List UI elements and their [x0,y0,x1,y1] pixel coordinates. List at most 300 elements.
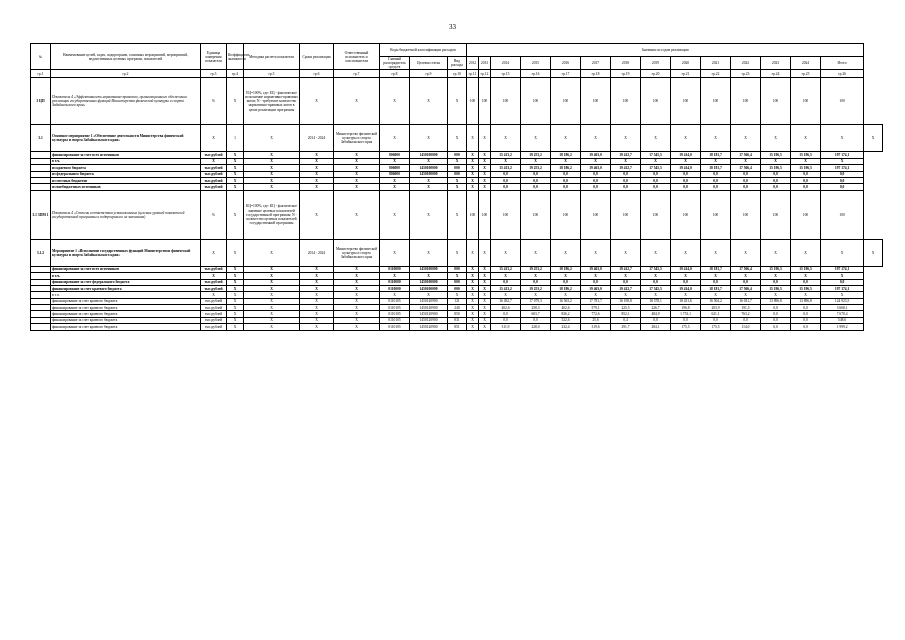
table-cell: Х [201,239,227,266]
header-name: Наименование целей, задач, подпрограмм, основных мероприятий, мероприятий, ведомственных целевых программ, показателей [51,44,201,70]
table-cell: 0,0 [791,324,821,330]
table-cell: Х [701,239,731,266]
table-cell: 100 [761,78,791,125]
table-cell: Х [467,298,479,304]
column-number: гр.25 [791,70,821,78]
table-cell: Х [467,317,479,323]
table-cell: 0,0 [731,184,761,190]
table-cell: 100 [761,190,791,239]
table-cell: Х [448,78,467,125]
table-cell: 100 [611,78,641,125]
table-cell: Х [551,158,581,164]
table-cell: Х [334,279,380,285]
table-row [31,78,883,125]
header-unit: Единица измерения показателя [201,44,227,70]
table-cell: 284,1 [641,324,671,330]
column-number: гр.6 [300,70,334,78]
table-cell: Х [581,125,611,152]
table-cell: 1450100000 [410,279,448,285]
table-cell: Х [448,125,467,152]
row-name: из федерального бюджета [51,171,201,177]
header-resp: Ответственный исполнитель и соисполнители [334,44,380,70]
table-cell: 191,5 [731,305,761,311]
table-cell: 0,0 [821,279,864,285]
row-name: финансирование за счет краевого бюджета [51,285,201,291]
table-cell: 15 413,2 [491,165,521,171]
table-cell: 000 [448,171,467,177]
table-cell: Х [467,125,479,152]
table-cell: 18 181,7 [701,285,731,291]
table-cell: 15 196,5 [791,266,821,272]
column-number: гр.23 [731,70,761,78]
table-cell: 1450100000 [410,165,448,171]
header-grbs: Главный распорядитель средств [380,57,410,70]
table-cell: 0,0 [551,184,581,190]
table-cell: Х [448,177,467,183]
table-cell: 100 [701,78,731,125]
table-cell: 0,0 [791,311,821,317]
header-coef: Коэффициент значимости [227,44,244,70]
table-cell: 225,5 [611,305,641,311]
row-number: 3.1 ЗПМ 1 [31,190,51,239]
table-cell: Х [479,125,491,152]
table-cell: 19 463,0 [581,165,611,171]
table-cell: Х [467,292,479,298]
table-cell: Х [227,324,244,330]
table-cell: Х [244,285,300,291]
table-row [31,324,883,330]
table-cell: Х [201,273,227,279]
table-cell: Х [334,324,380,330]
table-cell: 19 253,2 [521,285,551,291]
column-number: гр.11 [467,70,479,78]
table-cell: Х [244,273,300,279]
table-cell: Х [244,292,300,298]
table-cell: Х [671,239,701,266]
table-cell: 19 463,0 [581,285,611,291]
table-cell: Х [244,324,300,330]
table-cell: Х [227,171,244,177]
table-cell: 0,0 [491,279,521,285]
table-cell: 2014 - 2024 [300,239,334,266]
header-year: 2022 [731,57,761,70]
table-cell: Х [410,184,448,190]
table-cell: Х [334,184,380,190]
table-cell: Х [641,125,671,152]
table-cell: Х [521,239,551,266]
header-values: Значения по годам реализации [467,44,864,57]
table-cell: 0,0 [671,184,701,190]
table-cell: 0,0 [551,279,581,285]
table-cell: Х [300,298,334,304]
header-year: 2015 [521,57,551,70]
table-cell: 3 668,1 [821,305,864,311]
table-cell: 0,0 [731,279,761,285]
table-cell: 7 670,4 [821,311,864,317]
table-cell: тыс.рублей [201,165,227,171]
row-name: из внебюджетных источников [51,184,201,190]
table-cell: Х [821,273,864,279]
table-cell: Х [300,78,334,125]
table-cell: Х [380,78,410,125]
table-cell: Х [467,171,479,177]
table-cell: 18 186,2 [551,285,581,291]
table-cell: Х [227,279,244,285]
table-cell: Х [244,125,300,152]
table-cell: Х [491,158,521,164]
row-name: финансирование за счет краевого бюджета [51,311,201,317]
table-cell: Х [467,311,479,317]
table-cell: 000 [448,285,467,291]
table-cell: Х [244,239,300,266]
table-cell: 0110000 [380,279,410,285]
table-cell: Х [410,273,448,279]
table-cell: 175,5 [701,324,731,330]
table-cell: 19 414,0 [671,285,701,291]
table-cell: Х [448,239,467,266]
table-cell: 15 196,5 [791,152,821,158]
table-cell: 0,0 [641,184,671,190]
header-term: Сроки реализации [300,44,334,70]
table-cell: 0,0 [491,184,521,190]
table-cell: 0,0 [521,171,551,177]
table-cell: 100 [611,190,641,239]
table-cell: 17 079,3 [521,298,551,304]
table-cell: 291,7 [611,324,641,330]
column-number: гр.2 [51,70,201,78]
table-cell: 18 186,2 [551,165,581,171]
table-cell: Х [479,171,491,177]
table-cell: Х [410,78,448,125]
table-cell: Министерство физической культуры и спорта Забайкальского края [334,239,380,266]
column-number: гр.19 [611,70,641,78]
table-cell: Х [448,190,467,239]
header-year: 2017 [581,57,611,70]
table-cell: 1450100000 [410,285,448,291]
table-cell: 100 [521,190,551,239]
table-cell: 232,4 [551,324,581,330]
table-cell: 0,0 [551,177,581,183]
table-cell: 0,4 [611,317,641,323]
table-cell: 0,0 [791,171,821,177]
header-kbk: Коды бюджетной классификации расходов [380,44,467,57]
table-cell: тыс.рублей [201,171,227,177]
table-cell: Х [641,158,671,164]
table-cell: тыс.рублей [201,305,227,311]
table-cell: 19 412,7 [611,152,641,158]
table-cell: 0,0 [761,171,791,177]
table-cell: 000 [448,279,467,285]
header-year: 2020 [671,57,701,70]
table-cell: Х [731,292,761,298]
table-cell: Х [701,158,731,164]
table-cell: 15 196,5 [791,285,821,291]
table-cell: 1450100000 [410,152,448,158]
table-cell: Х [227,311,244,317]
table-cell: 2014 - 2024 [300,125,334,152]
table-cell: тыс.рублей [201,152,227,158]
table-cell: 17 566,4 [731,152,761,158]
column-number: гр.7 [334,70,380,78]
table-cell: Х [410,125,448,152]
row-name: финансирование за счет всех источников [51,152,201,158]
table-cell: 0,0 [581,279,611,285]
table-cell: Х [761,273,791,279]
table-cell: Х [334,152,380,158]
table-cell: Х [334,171,380,177]
table-cell: Х [491,273,521,279]
row-name: в т.ч. [51,273,201,279]
table-cell: Х [300,311,334,317]
table-cell: Х [300,292,334,298]
table-cell: 100 [731,78,761,125]
table-cell: 522,6 [551,317,581,323]
table-cell: 0,0 [611,184,641,190]
table-cell: Х [671,125,701,152]
table-cell: Х [410,190,448,239]
table-cell: Х [300,317,334,323]
header-year: 2023 [761,57,791,70]
table-cell: Х [334,266,380,272]
table-cell: тыс.рублей [201,285,227,291]
table-cell: КЦ=100%, где: КЦ - фактическое значение целевых показателей государственной программы; N - количество целевых показателей государственной программы [244,190,300,239]
table-cell: 0,0 [701,171,731,177]
table-cell: 228,0 [521,324,551,330]
table-cell: % [201,78,227,125]
table-cell: Х [227,266,244,272]
table-cell: Х [671,273,701,279]
row-name: финансирование за счет краевого бюджета [51,317,201,323]
table-cell: Х [821,125,864,152]
table-cell: Х [244,171,300,177]
header-year: 2018 [611,57,641,70]
table-cell: Х [791,273,821,279]
table-cell: Х [244,279,300,285]
table-cell: Х [479,184,491,190]
table-cell: Х [334,317,380,323]
table-cell: 17 781,7 [581,298,611,304]
table-cell: 17 566,4 [731,266,761,272]
table-cell: Х [244,184,300,190]
table-cell: 0,0 [701,317,731,323]
table-cell: 100 [791,190,821,239]
table-cell: 1450120900 [410,311,448,317]
table-cell: Х [227,190,244,239]
table-cell: 1450120900 [410,298,448,304]
column-number: гр.17 [551,70,581,78]
table-cell: Х [467,177,479,183]
table-cell: Х [448,292,467,298]
table-cell: 19 463,0 [581,266,611,272]
table-cell: 197 174,1 [821,152,864,158]
table-cell: Х [864,239,883,266]
table-cell: Х [479,152,491,158]
table-cell: Х [227,239,244,266]
table-cell: тыс.рублей [201,266,227,272]
table-cell: 851 [448,324,467,330]
table-row [31,190,883,239]
table-cell: Х [467,324,479,330]
table-cell: 100 [671,190,701,239]
table-cell: Х [761,125,791,152]
table-cell: Х [731,125,761,152]
table-cell: 19 463,0 [581,152,611,158]
table-cell: 0,0 [491,177,521,183]
table-cell: 17 545,5 [641,285,671,291]
table-cell: Х [227,177,244,183]
column-number: гр.10 [448,70,467,78]
table-cell: Х [380,184,410,190]
table-cell: 0,0 [701,177,731,183]
table-cell: 197 174,1 [821,165,864,171]
table-cell: 0,0 [731,171,761,177]
table-cell: Х [479,324,491,330]
table-cell: Х [479,266,491,272]
table-cell: 806000 [380,152,410,158]
table-cell: Х [300,152,334,158]
table-cell: 100 [467,190,479,239]
table-cell: тыс.рублей [201,311,227,317]
row-name: Показатель 4 «Степень соответствия установленных (целевых уровней показателей государственной программы и подпрограмм к их значениям) [51,190,201,239]
table-cell: Х [334,190,380,239]
header-num: № [31,44,51,70]
table-cell: 0,0 [761,184,791,190]
table-cell: Х [731,239,761,266]
table-cell: 0,0 [491,311,521,317]
table-cell: Х [244,311,300,317]
table-cell: Х [701,292,731,298]
table-cell: 836,2 [551,311,581,317]
table-cell: 763,2 [731,311,761,317]
table-cell: Х [479,158,491,164]
table-cell: 1450120900 [410,305,448,311]
table-cell: 0,0 [611,279,641,285]
table-cell: 19 412,7 [611,266,641,272]
table-cell: 100 [671,78,701,125]
table-cell: 258,3 [521,305,551,311]
table-cell: Х [300,273,334,279]
table-cell: Х [551,239,581,266]
table-cell: Х [791,239,821,266]
table-cell: 100 [701,190,731,239]
table-cell: Х [467,165,479,171]
table-cell: 18 186,2 [551,266,581,272]
table-cell: 15 413,2 [491,266,521,272]
table-cell: 196,8 [671,305,701,311]
table-cell: 100 [479,78,491,125]
table-cell: Х [479,311,491,317]
table-cell: 0,0 [641,317,671,323]
table-cell: Х [334,311,380,317]
table-cell: Х [300,171,334,177]
table-cell: Х [380,158,410,164]
table-cell: 0,0 [791,279,821,285]
table-cell: Х [581,158,611,164]
table-cell: Х [300,305,334,311]
column-number: гр.3 [201,70,227,78]
table-cell: 1450100000 [410,171,448,177]
table-cell: 0,0 [791,184,821,190]
table-cell: Х [581,292,611,298]
table-cell: Х [448,273,467,279]
table-cell: 15 196,5 [761,165,791,171]
table-cell: 17 545,5 [641,266,671,272]
table-cell: 100 [731,190,761,239]
table-cell: Х [731,158,761,164]
table-cell: Х [300,190,334,239]
table-cell: Х [227,273,244,279]
table-cell: Х [334,158,380,164]
table-cell: 197 174,1 [821,266,864,272]
table-cell: Х [479,279,491,285]
row-number: 3.1.2 [31,239,51,266]
table-cell: Х [300,285,334,291]
table-cell: 100 [821,78,864,125]
table-cell: Х [334,78,380,125]
table-cell: Х [491,239,521,266]
table-cell: 0,0 [521,184,551,190]
table-cell: 1450120900 [410,324,448,330]
header-method: Методика расчета показателя [244,44,300,70]
table-cell: Х [227,184,244,190]
table-cell: 100 [521,78,551,125]
table-cell: % [201,190,227,239]
table-cell: 16 031,7 [731,298,761,304]
table-cell: 0,0 [761,279,791,285]
table-cell: Х [611,273,641,279]
table-cell: 16 190,8 [611,298,641,304]
table-cell: 0,0 [641,171,671,177]
column-number: гр.5 [244,70,300,78]
table-cell: 0,0 [821,171,864,177]
table-cell: 100 [791,78,821,125]
table-cell: Х [611,125,641,152]
program-table [30,43,883,331]
table-cell: 0,0 [641,177,671,183]
table-cell: Х [300,184,334,190]
row-name: финансирование за счет федерального бюджета [51,279,201,285]
table-cell: 15 196,5 [761,285,791,291]
table-cell: 000 [448,152,467,158]
table-cell: 19 253,2 [521,152,551,158]
table-cell: 0,0 [761,317,791,323]
table-cell: Х [791,292,821,298]
table-cell: 18 431,6 [671,298,701,304]
table-cell: 402,6 [491,305,521,311]
row-name: в т.ч. [51,158,201,164]
table-cell: Х [581,273,611,279]
table-cell: Х [611,239,641,266]
table-cell: 0110000 [380,285,410,291]
table-cell: 19 414,0 [671,266,701,272]
table-cell: Х [334,292,380,298]
table-cell: 806000 [380,165,410,171]
table-cell: Х [551,273,581,279]
table-cell: 18 181,7 [701,165,731,171]
table-cell: 226,7 [641,305,671,311]
table-cell: 0,0 [521,317,551,323]
table-cell: 0110105 [380,317,410,323]
table-cell: Х [244,266,300,272]
table-cell: Х [479,317,491,323]
table-cell: Х [227,158,244,164]
table-cell: 124 923,5 [821,298,864,304]
column-number: гр.24 [761,70,791,78]
table-cell: 16 504,2 [701,298,731,304]
table-cell: Х [467,273,479,279]
table-cell: 1 [227,125,244,152]
table-cell: Х [521,292,551,298]
